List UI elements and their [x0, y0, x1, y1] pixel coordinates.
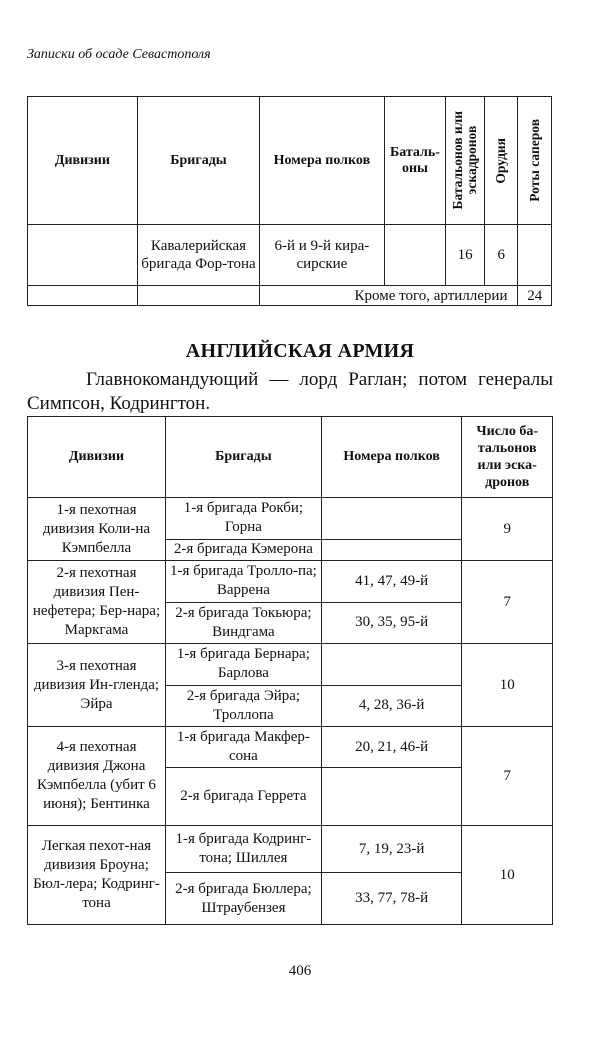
- cell-regiments: [321, 498, 462, 540]
- page-number: 406: [288, 963, 312, 979]
- cell-brigade: 2-я бригада Эйра; Троллопа: [165, 685, 321, 727]
- table-row: [28, 225, 552, 286]
- cell-count: 10: [462, 644, 553, 727]
- table-row: [28, 727, 553, 768]
- table-row: [28, 644, 553, 686]
- cell-brigade: 2-я бригада Геррета: [165, 768, 321, 826]
- col-divisions: Дивизии: [28, 97, 138, 225]
- cell-regiments: [321, 644, 462, 686]
- cell-bat-or-squadrons: 16: [446, 225, 485, 286]
- cell-brigade: 1-я бригада Тролло-па; Варрена: [165, 561, 321, 603]
- cell-regiments: [321, 539, 462, 560]
- col-bat-or-squadrons: Батальонов или эскадронов: [446, 97, 485, 225]
- section-title: АНГЛИЙСКАЯ АРМИЯ: [185, 340, 415, 362]
- running-head: Записки об осаде Севастополя: [27, 47, 211, 62]
- cell-regiments: 4, 28, 36-й: [321, 685, 462, 727]
- table-row: [28, 826, 553, 873]
- col-brigades: Бригады: [165, 417, 321, 498]
- cell-count: 9: [462, 498, 553, 561]
- cell-division: 4-я пехотная дивизия Джона Кэмпбелла (убит 6 июня); Бентинка: [28, 727, 166, 826]
- cell-brigade: 1-я бригада Бернара; Барлова: [165, 644, 321, 686]
- cell-count: 10: [462, 826, 553, 925]
- col-battalions: Баталь- оны: [384, 97, 446, 225]
- cell-regiments: 30, 35, 95-й: [321, 602, 462, 644]
- cell-regiments: 20, 21, 46-й: [321, 727, 462, 768]
- cell-note: Кроме того, артиллерии: [260, 286, 518, 306]
- cell-guns: 6: [485, 225, 518, 286]
- cell-regiments: 41, 47, 49-й: [321, 561, 462, 603]
- cell-brigade: 2-я бригада Токьюра; Виндгама: [165, 602, 321, 644]
- col-sapper-companies: Роты саперов: [518, 97, 552, 225]
- cell-regiments: 33, 77, 78-й: [321, 873, 462, 925]
- cell-brigade: 1-я бригада Рокби; Горна: [165, 498, 321, 540]
- top-table: [27, 96, 552, 306]
- cell-division: Легкая пехот-ная дивизия Броуна; Бюл-лера; Кодринг-тона: [28, 826, 166, 925]
- cell-division: [28, 286, 138, 306]
- col-regiments: Номера полков: [321, 417, 462, 498]
- cell-division: 1-я пехотная дивизия Коли-на Кэмпбелла: [28, 498, 166, 561]
- english-table-header: [28, 417, 553, 498]
- cell-brigade: [137, 286, 259, 306]
- col-count: Число ба- тальонов или эска- дронов: [462, 417, 553, 498]
- table-row: [28, 498, 553, 540]
- cell-division: [28, 225, 138, 286]
- cell-guns: 24: [518, 286, 552, 306]
- top-table-header: [28, 97, 552, 225]
- cell-brigade: 1-я бригада Макфер-сона: [165, 727, 321, 768]
- cell-brigade: Кавалерийская бригада Фор-тона: [137, 225, 259, 286]
- cell-count: 7: [462, 561, 553, 644]
- cell-regiments: [321, 768, 462, 826]
- cell-sappers: [518, 225, 552, 286]
- cell-brigade: 1-я бригада Кодринг-тона; Шиллея: [165, 826, 321, 873]
- cell-division: 3-я пехотная дивизия Ин-гленда; Эйра: [28, 644, 166, 727]
- cell-regiments: 7, 19, 23-й: [321, 826, 462, 873]
- cell-battalions: [384, 225, 446, 286]
- col-brigades: Бригады: [137, 97, 259, 225]
- table-row: [28, 561, 553, 603]
- cell-regiments: 6-й и 9-й кира-сирские: [260, 225, 384, 286]
- cell-brigade: 2-я бригада Кэмерона: [165, 539, 321, 560]
- cell-count: 7: [462, 727, 553, 826]
- col-guns: Орудия: [485, 97, 518, 225]
- table-row: [28, 286, 552, 306]
- body-paragraph: Главнокомандующий — лорд Раглан; потом генералы Симпсон, Кодрингтон.: [27, 369, 553, 414]
- col-regiments: Номера полков: [260, 97, 384, 225]
- col-divisions: Дивизии: [28, 417, 166, 498]
- english-army-table: [27, 416, 553, 925]
- cell-brigade: 2-я бригада Бюллера; Штраубензея: [165, 873, 321, 925]
- cell-division: 2-я пехотная дивизия Пен-нефетера; Бер-нара; Маркгама: [28, 561, 166, 644]
